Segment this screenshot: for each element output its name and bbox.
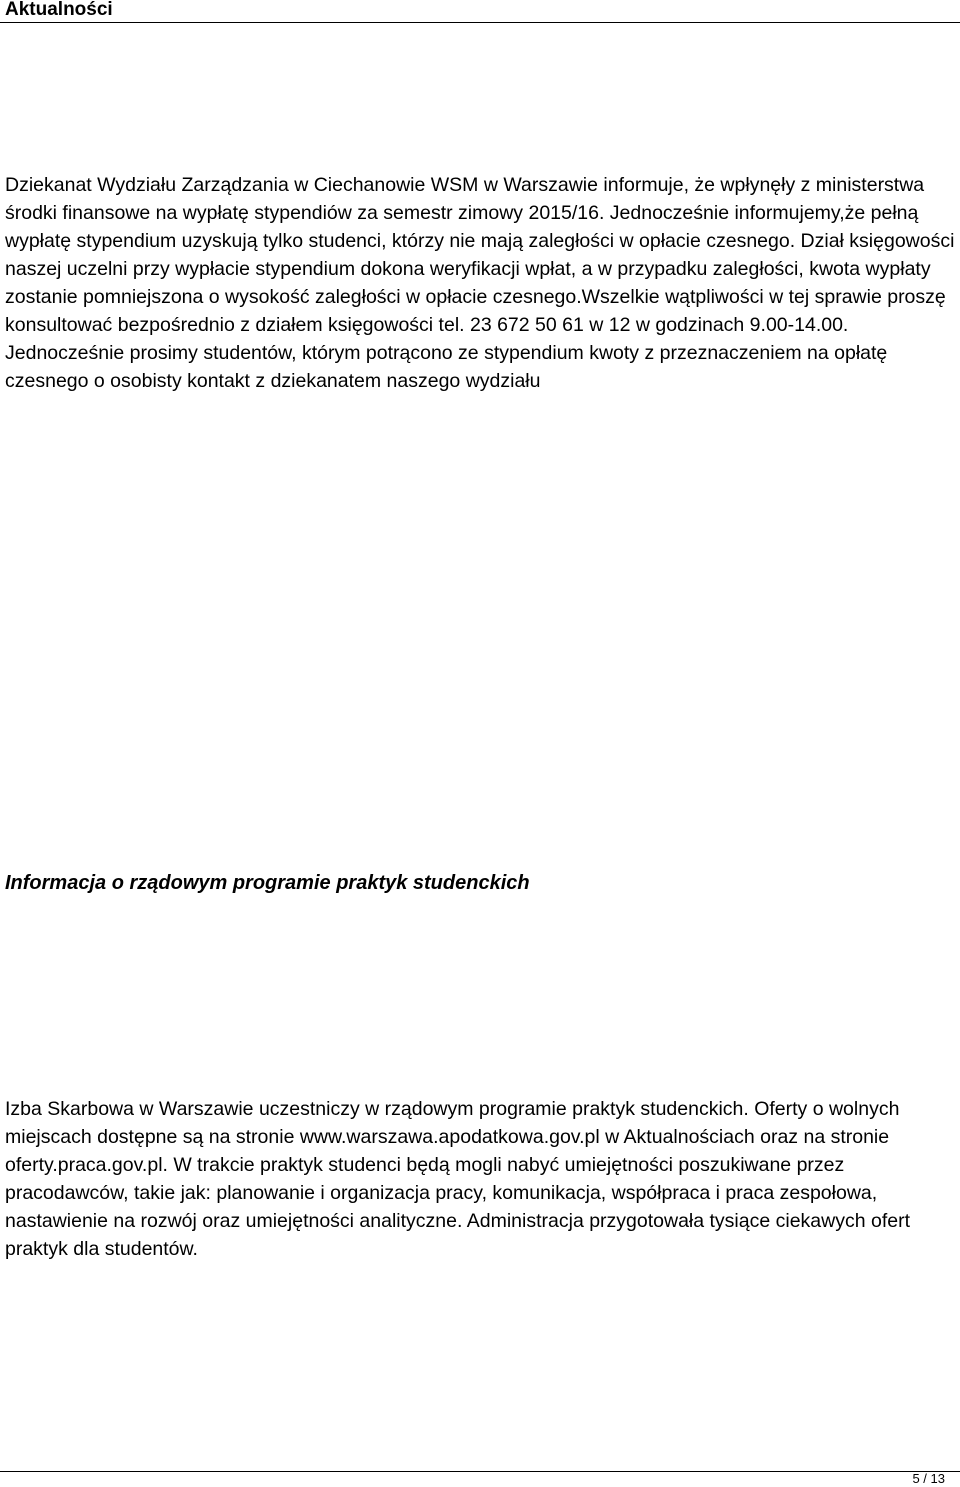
section-title: Aktualności: [5, 0, 113, 20]
article-title-internships: Informacja o rządowym programie praktyk studenckich: [5, 872, 530, 894]
footer-divider: [0, 1471, 960, 1472]
article-body-scholarship: Dziekanat Wydziału Zarządzania w Ciechanowie WSM w Warszawie informuje, że wpłynęły z ministerstwa środki finansowe na wypłatę stypendiów za semestr zimowy 2015/16. Jednocześnie informujemy,że pełną wypłatę stypendium uzyskują tylko studenci, którzy nie mają zaległości w opłacie czesnego. Dział księgowości naszej uczelni przy wypłacie stypendium dokona weryfikacji wpłat, a w przypadku zaległości, kwota wypłaty zostanie pomniejszona o wysokość zaległości w opłacie czesnego.Wszelkie wątpliwości w tej sprawie proszę konsultować bezpośrednio z działem księgowości tel. 23 672 50 61 w 12 w godzinach 9.00-14.00. Jednocześnie prosimy studentów, którym potrącono ze stypendium kwoty z przeznaczeniem na opłatę czesnego o osobisty kontakt z dziekanatem naszego wydziału: [5, 174, 955, 392]
page-number: 5 / 13: [912, 1471, 945, 1486]
page-header: [0, 0, 960, 23]
article-body-internships: Izba Skarbowa w Warszawie uczestniczy w rządowym programie praktyk studenckich. Oferty o wolnych miejscach dostępne są na stronie www.warszawa.apodatkowa.gov.pl w Aktualnościach oraz na stronie oferty.praca.gov.pl. W trakcie praktyk studenci będą mogli nabyć umiejętności poszukiwane przez pracodawców, takie jak: planowanie i organizacja pracy, komunikacja, współpraca i praca zespołowa, nastawienie na rozwój oraz umiejętności analityczne. Administracja przygotowała tysiące ciekawych ofert praktyk dla studentów.: [5, 1098, 911, 1260]
